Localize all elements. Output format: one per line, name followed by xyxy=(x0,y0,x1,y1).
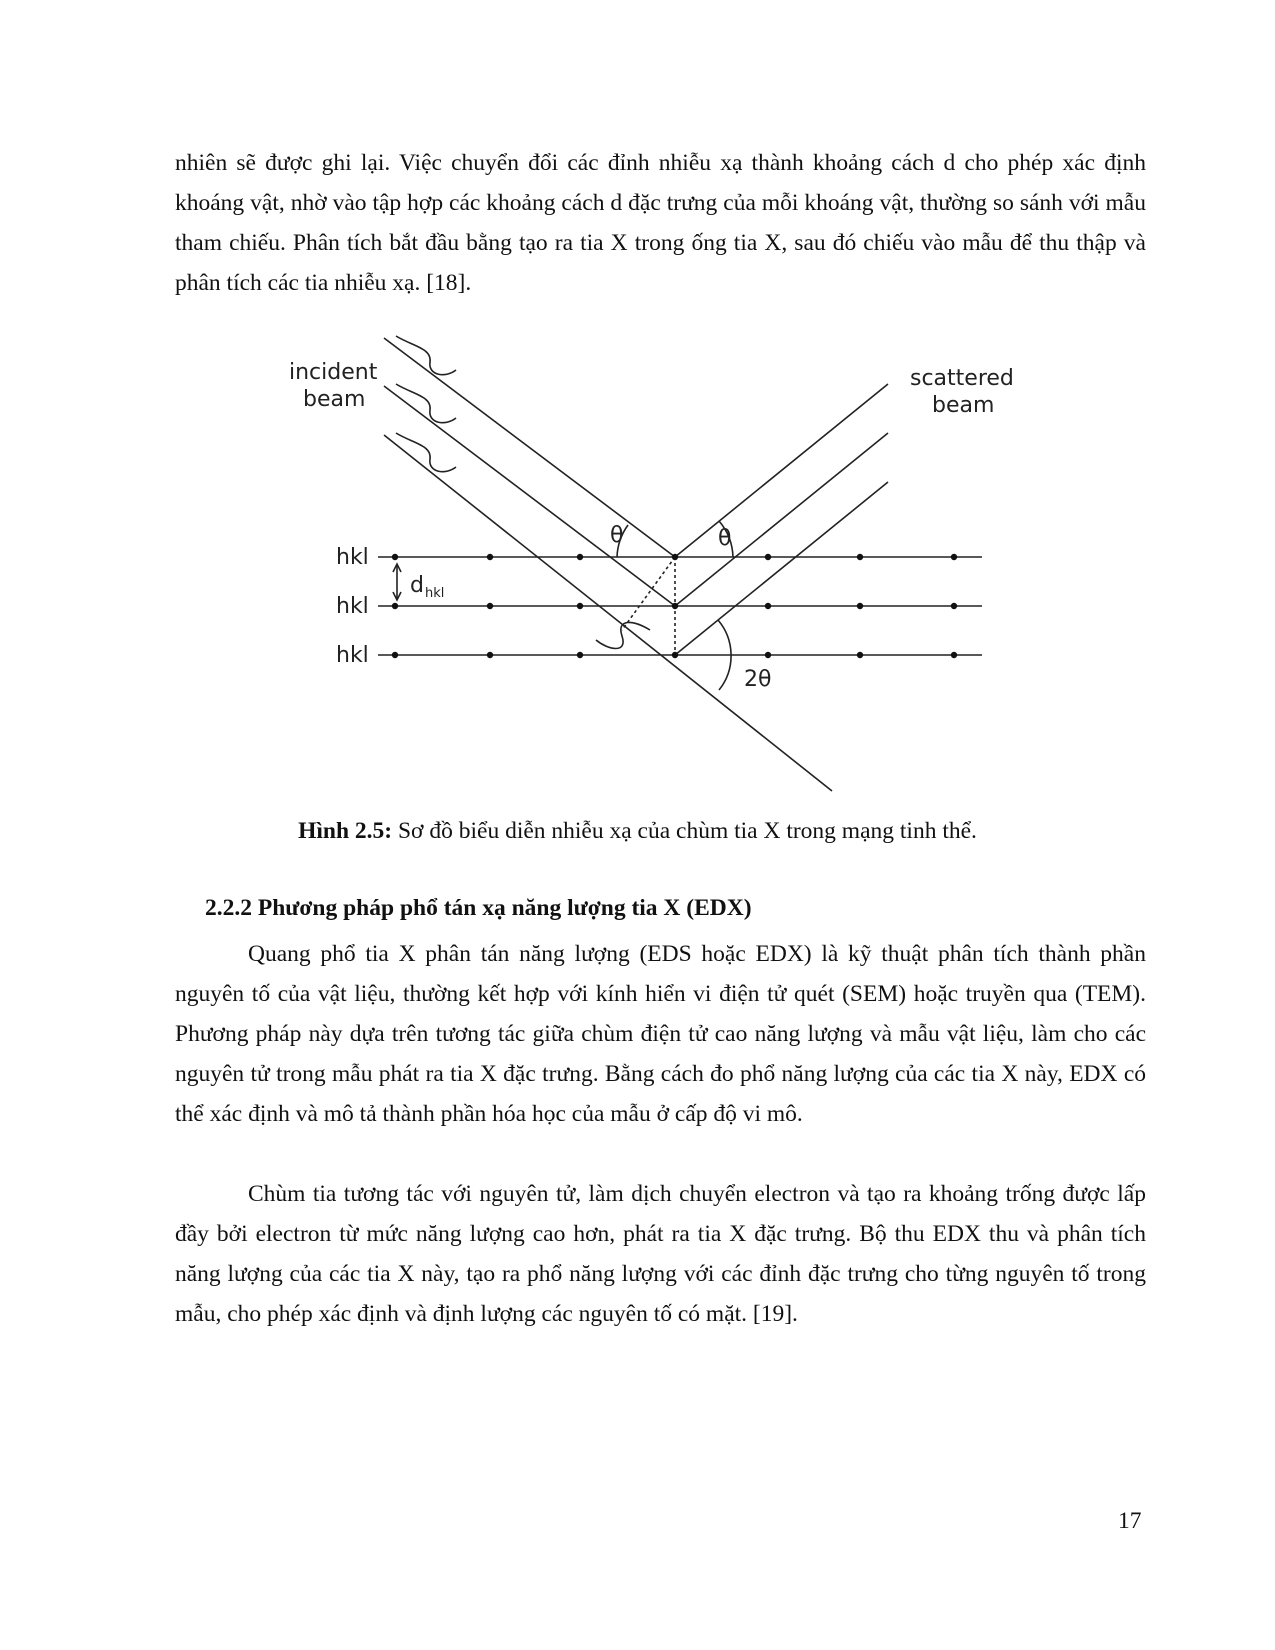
scattered-label-line1: scattered xyxy=(910,366,1014,391)
d-spacing-label: d xyxy=(410,573,424,598)
lattice-point xyxy=(857,554,863,560)
xray-diffraction-diagram xyxy=(0,0,1275,800)
d-spacing-subscript: hkl xyxy=(425,586,445,601)
paragraph-edx-intro: Quang phổ tia X phân tán năng lượng (EDS hoặc EDX) là kỹ thuật phân tích thành phần nguyên tố của vật liệu, thường kết hợp với kính hiển vi điện tử quét (SEM) hoặc truyền qua (TEM). Phương pháp này dựa trên tương tác giữa chùm điện tử cao năng lượng và mẫu vật liệu, làm cho các nguyên tử trong mẫu phát ra tia X đặc trưng. Bằng cách đo phổ năng lượng của các tia X này, EDX có thể xác định và mô tả thành phần hóa học của mẫu ở cấp độ vi mô. xyxy=(175,941,1146,1127)
lattice-point xyxy=(672,554,678,560)
incident-label-line1: incident xyxy=(289,360,378,385)
lattice-point xyxy=(487,652,493,658)
lattice-point xyxy=(577,652,583,658)
lattice-point xyxy=(487,603,493,609)
scattered-ray-2 xyxy=(675,433,888,606)
lattice-point xyxy=(951,603,957,609)
incident-ray-1 xyxy=(384,338,675,557)
scattered-ray-1 xyxy=(675,384,888,557)
lattice-point xyxy=(672,603,678,609)
caption-text: Sơ đồ biểu diễn nhiễu xạ của chùm tia X trong mạng tinh thể. xyxy=(392,818,977,844)
lattice-point xyxy=(392,603,398,609)
lattice-point xyxy=(392,554,398,560)
theta-label-scattered: θ xyxy=(718,526,732,551)
figure-caption xyxy=(0,816,1275,846)
lattice-point xyxy=(951,554,957,560)
path-difference-line xyxy=(622,557,675,630)
plane-label-1: hkl xyxy=(336,545,369,570)
section-heading: 2.2.2 Phương pháp phổ tán xạ năng lượng tia X (EDX) xyxy=(205,895,752,921)
paragraph-intro: nhiên sẽ được ghi lại. Việc chuyển đổi các đỉnh nhiễu xạ thành khoảng cách d cho phép xác định khoáng vật, nhờ vào tập hợp các khoảng cách d đặc trưng của mỗi khoáng vật, thường so sánh với mẫu tham chiếu. Phân tích bắt đầu bằng tạo ra tia X trong ống tia X, sau đó chiếu vào mẫu để thu thập và phân tích các tia nhiễu xạ. [18]. xyxy=(175,150,1146,296)
lattice-point xyxy=(392,652,398,658)
lattice-point xyxy=(765,554,771,560)
plane-label-3: hkl xyxy=(336,643,369,668)
lattice-point xyxy=(765,603,771,609)
incident-ray-3 xyxy=(384,435,832,791)
lattice-point xyxy=(765,652,771,658)
caption-label: Hình 2.5: xyxy=(298,818,393,844)
lattice-point xyxy=(672,652,678,658)
lattice-point xyxy=(857,603,863,609)
wave-symbol-4 xyxy=(596,622,650,648)
lattice-point xyxy=(951,652,957,658)
scattered-label-line2: beam xyxy=(932,393,995,418)
two-theta-label: 2θ xyxy=(744,667,772,692)
incident-label-line2: beam xyxy=(303,387,366,412)
paragraph-edx-mechanism: Chùm tia tương tác với nguyên tử, làm dịch chuyển electron và tạo ra khoảng trống được lấp đầy bởi electron từ mức năng lượng cao hơn, phát ra tia X đặc trưng. Bộ thu EDX thu và phân tích năng lượng của các tia X này, tạo ra phổ năng lượng với các đỉnh đặc trưng cho từng nguyên tố trong mẫu, cho phép xác định và định lượng các nguyên tố có mặt. [19]. xyxy=(175,1181,1146,1327)
lattice-point xyxy=(577,603,583,609)
lattice-point xyxy=(857,652,863,658)
lattice-point xyxy=(487,554,493,560)
scattered-ray-3 xyxy=(675,482,888,655)
plane-label-2: hkl xyxy=(336,594,369,619)
lattice-point xyxy=(577,554,583,560)
incident-ray-2 xyxy=(384,386,675,606)
page-number: 17 xyxy=(1118,1508,1142,1534)
theta-label-incident: θ xyxy=(610,523,624,548)
